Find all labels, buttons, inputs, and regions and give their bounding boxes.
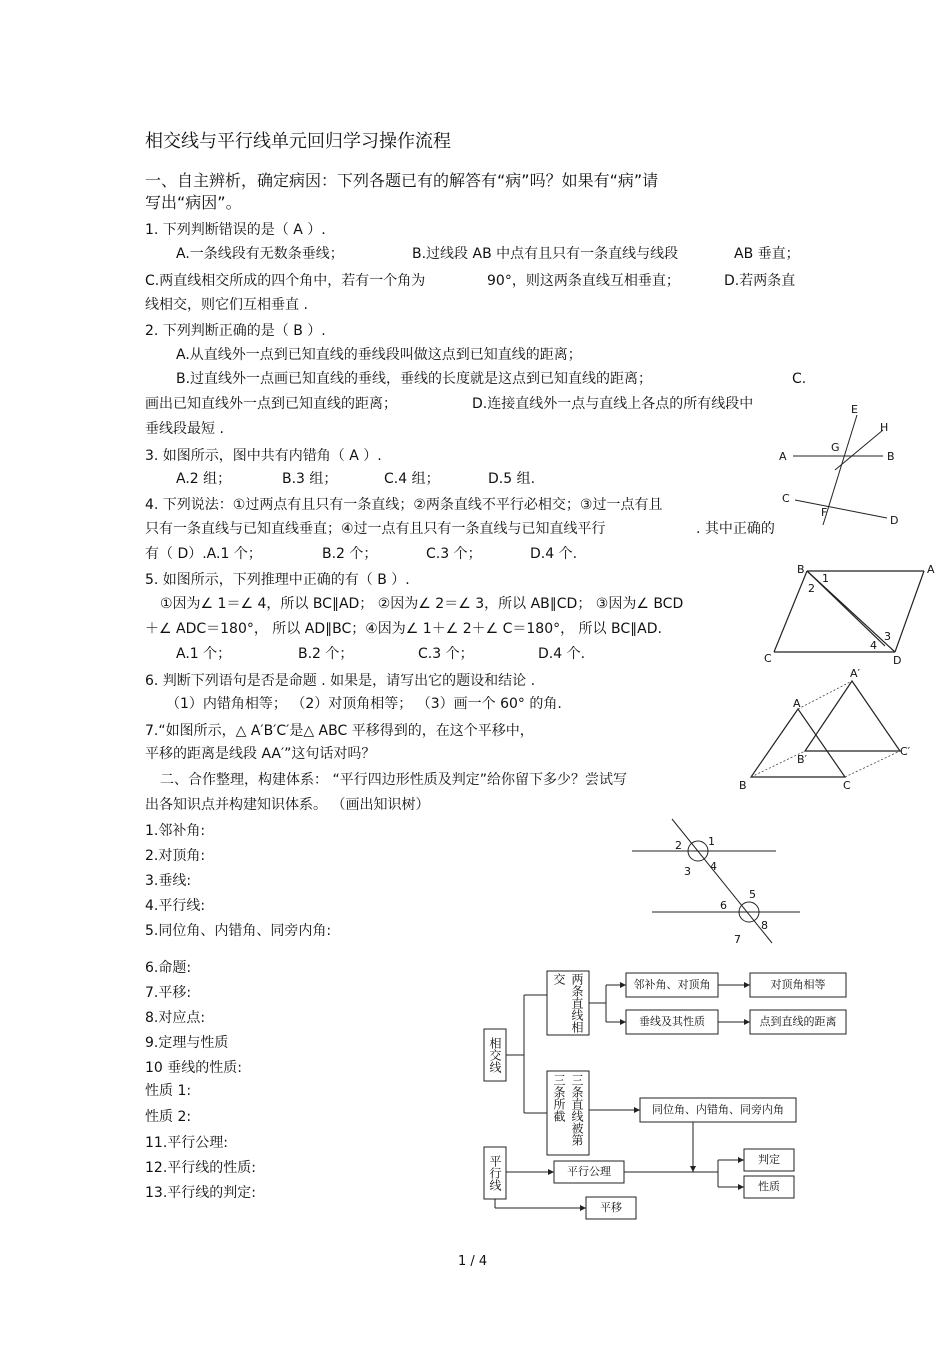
label-d: D (890, 514, 899, 527)
q2-option-d-cont: 垂线段最短 . (145, 421, 224, 437)
vertex-b: B (739, 779, 747, 792)
knowledge-item: 性质 1: (145, 1083, 192, 1099)
vertex-a: A (793, 697, 801, 710)
q7-line1: 7.“如图所示，△ A′B′C′是△ ABC 平移得到的，在这个平移中， (145, 723, 534, 739)
q2-option-c-label: C. (792, 371, 807, 387)
q4-option-a: 有（ D）.A.1 个； (145, 546, 262, 562)
node-angle-types: 同位角、内错角、同旁内角 (652, 1103, 784, 1116)
q4-line2: 只有一条直线与已知直线垂直；④过一点有且只有一条直线与已知直线平行 (145, 521, 606, 537)
q1-option-b: B.过线段 AB 中点有且只有一条直线与线段 (412, 246, 679, 262)
node-adjacent-vertical-angles: 邻补角、对顶角 (633, 978, 711, 991)
q5-option-c: C.3 个； (418, 646, 474, 662)
q6-items: （1）内错角相等； （2）对顶角相等； （3）画一个 60° 的角. (166, 696, 562, 712)
node-criteria: 判定 (758, 1153, 780, 1166)
vertex-c-prime: C′ (900, 745, 911, 758)
q5-stem: 5. 如图所示，下列推理中正确的有（ B ）. (145, 572, 410, 588)
knowledge-item: 1.邻补角: (145, 823, 206, 839)
q5-line2: ＋∠ ADC＝180°， 所以 AD∥BC；④因为∠ 1＋∠ 2＋∠ C＝180°， 所以 BC∥AD. (145, 621, 662, 637)
label-c: C (782, 492, 790, 505)
knowledge-item: 11.平行公理: (145, 1135, 228, 1151)
knowledge-item: 5.同位角、内错角、同旁内角: (145, 923, 332, 939)
page-number: 1 / 4 (458, 1254, 488, 1269)
node-xiangjiaoxian: 相交线 (488, 1037, 502, 1073)
page-title: 相交线与平行线单元回归学习操作流程 (145, 131, 451, 152)
angle-3: 3 (684, 865, 691, 878)
q3-option-a: A.2 组； (176, 471, 232, 487)
label-h: H (880, 421, 889, 434)
q1-option-a: A.一条线段有无数条垂线； (176, 246, 344, 262)
label-g: G (831, 441, 840, 454)
node-point-line-distance: 点到直线的距离 (759, 1015, 837, 1028)
label-e: E (851, 403, 858, 416)
vertex-a-prime: A′ (850, 667, 861, 680)
q2-option-a: A.从直线外一点到已知直线的垂线段叫做这点到已知直线的距离； (176, 347, 582, 363)
vertex-b-prime: B′ (797, 753, 808, 766)
q6-stem: 6. 判断下列语句是否是命题 . 如果是，请写出它的题设和结论 . (145, 673, 536, 689)
angle-8: 8 (761, 919, 768, 932)
label-b: B (887, 450, 895, 463)
node-transversal: 三条直线被第三条所截 (552, 1074, 584, 1146)
knowledge-item: 12.平行线的性质: (145, 1160, 256, 1176)
node-properties: 性质 (758, 1180, 780, 1193)
q5-option-a: A.1 个； (176, 646, 232, 662)
q1-option-d-cont: 线相交，则它们互相垂直 . (145, 297, 308, 313)
q3-option-b: B.3 组； (282, 471, 338, 487)
knowledge-item: 10 垂线的性质: (145, 1060, 242, 1076)
vertex-b: B (797, 563, 805, 576)
q2-stem: 2. 下列判断正确的是（ B ）. (145, 323, 326, 339)
angle-3: 3 (884, 630, 891, 643)
angle-7: 7 (734, 933, 741, 946)
q1-option-c-cont: 90°，则这两条直线互相垂直； (487, 273, 680, 289)
q5-option-d: D.4 个. (538, 646, 586, 662)
q7-line2: 平移的距离是线段 AA′”这句话对吗？ (145, 746, 376, 762)
knowledge-item: 9.定理与性质 (145, 1035, 229, 1051)
q3-figure (775, 400, 905, 530)
angle-2: 2 (808, 582, 815, 595)
section2-heading-cont: 出各知识点并构建知识体系。 （画出知识树） (145, 797, 430, 813)
angle-1: 1 (708, 835, 715, 848)
q5-option-b: B.2 个； (298, 646, 354, 662)
q4-line1: 4. 下列说法：①过两点有且只有一条直线；②两条直线不平行必相交；③过一点有且 (145, 497, 663, 513)
node-translation: 平移 (600, 1201, 622, 1214)
knowledge-item: 8.对应点: (145, 1010, 206, 1026)
vertex-c: C (843, 779, 851, 792)
node-perpendicular: 垂线及其性质 (639, 1015, 705, 1028)
angles-figure (630, 815, 805, 950)
q5-figure (760, 560, 945, 670)
knowledge-item: 2.对顶角: (145, 848, 206, 864)
node-parallel-axiom: 平行公理 (567, 1165, 611, 1178)
label-f: F (821, 506, 828, 519)
q4-option-d: D.4 个. (530, 546, 578, 562)
knowledge-item: 7.平移: (145, 985, 192, 1001)
node-parallel-lines: 平行线 (488, 1155, 502, 1191)
section2-heading: 二、合作整理，构建体系： “平行四边形性质及判定”给你留下多少？尝试写 (160, 772, 627, 788)
q3-option-d: D.5 组. (488, 471, 536, 487)
q1-option-d: D.若两条直 (724, 273, 796, 289)
q1-option-c: C.两直线相交所成的四个角中，若有一个角为 (145, 273, 426, 289)
knowledge-item: 13.平行线的判定: (145, 1185, 256, 1201)
q3-option-c: C.4 组； (384, 471, 440, 487)
q1-option-b-cont: AB 垂直； (734, 246, 800, 262)
angle-2: 2 (675, 839, 682, 852)
vertex-a: A (927, 563, 935, 576)
angle-4: 4 (870, 639, 877, 652)
q7-figure (735, 665, 915, 795)
section1-heading-cont: 写出“病因”。 (145, 193, 242, 212)
knowledge-item: 6.命题: (145, 960, 192, 976)
q5-line1: ①因为∠ 1＝∠ 4，所以 BC∥AD； ②因为∠ 2＝∠ 3，所以 AB∥CD； ③因为∠ BCD (160, 596, 684, 612)
knowledge-item: 3.垂线: (145, 873, 192, 889)
q3-stem: 3. 如图所示，图中共有内错角（ A ）. (145, 448, 382, 464)
section1-heading: 一、自主辨析，确定病因：下列各题已有的解答有“病”吗？如果有“病”请 (145, 171, 659, 190)
knowledge-tree (478, 965, 858, 1230)
angle-1: 1 (822, 572, 829, 585)
angle-4: 4 (710, 860, 717, 873)
vertex-c: C (764, 652, 772, 665)
label-a: A (779, 450, 787, 463)
q2-option-c: 画出已知直线外一点到已知直线的距离； (145, 396, 397, 412)
q1-stem: 1. 下列判断错误的是（ A ）. (145, 222, 326, 238)
vertex-d: D (893, 654, 902, 667)
q4-option-b: B.2 个； (322, 546, 378, 562)
knowledge-item: 性质 2: (145, 1109, 192, 1125)
q2-option-b: B.过直线外一点画已知直线的垂线，垂线的长度就是这点到已知直线的距离； (176, 371, 653, 387)
node-two-lines-intersect: 两条直线相交 (552, 973, 584, 1033)
node-vertical-angles-equal: 对顶角相等 (770, 978, 826, 991)
q4-option-c: C.3 个； (426, 546, 482, 562)
q4-line2-cont: . 其中正确的 (696, 521, 775, 537)
q2-option-d: D.连接直线外一点与直线上各点的所有线段中 (472, 396, 754, 412)
knowledge-item: 4.平行线: (145, 898, 206, 914)
angle-5: 5 (749, 888, 756, 901)
angle-6: 6 (720, 899, 727, 912)
